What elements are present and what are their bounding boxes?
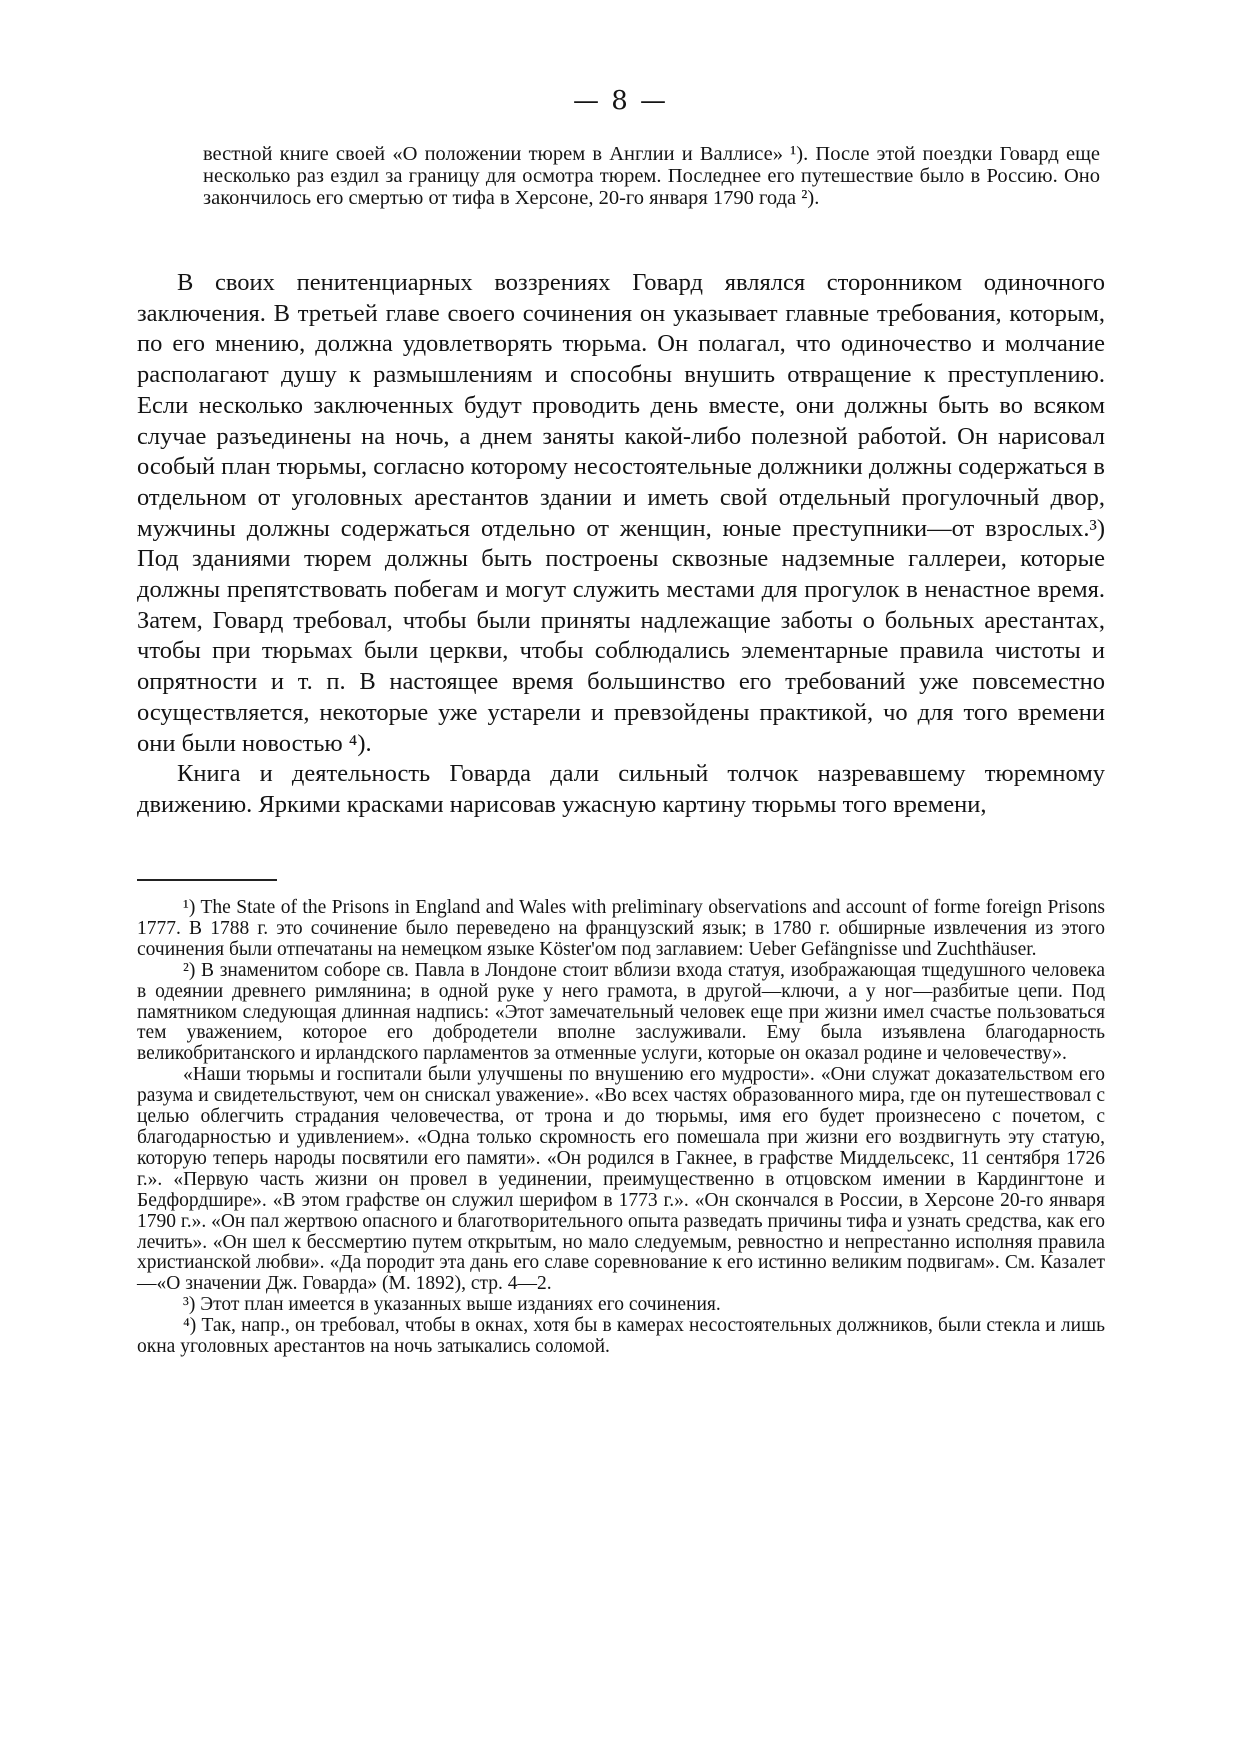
page-number: — 8 —	[572, 86, 669, 116]
footnote-3: ³) Этот план имеется в указанных выше изданиях его сочинения.	[183, 1294, 721, 1316]
footnote-2-continued: «Наши тюрьмы и госпитали были улучшены по внушению его мудрости». «Они служат доказательством его разума и свидетельствуют, чем он снискал уважение». «Во всех частях образованного мира, где он путешествовал с целью облегчить страдания человечества, от трона и до тюрьмы, имя его будет произнесено с почетом, с благодарностью и удивлением». «Одна только скромность его помешала при жизни его воздвигнуть эту статую, которую теперь народы посвятили его памяти». «Он родился в Гакнее, в графстве Миддельсекс, 11 сентября 1726 г.». «Первую часть жизни он провел в уединении, преимущественно в отцовском имении в Кардингтоне и Бедфордшире». «В этом графстве он служил шерифом в 1773 г.». «Он скончался в России, в Херсоне 20-го января 1790 г.». «Он пал жертвою опасного и благотворительного опыта разведать причины тифа и узнать средства, как его лечить». «Он шел к бессмертию путем открытым, но мало следуемым, ревностно и непрестанно исполняя правила христианской любви». «Да породит эта дань его славе соревнование к его истинно великим подвигам». См. Казалет—«О значении Дж. Говарда» (М. 1892), стр. 4—2.	[137, 1064, 1105, 1295]
continuation-paragraph: вестной книге своей «О положении тюрем в Англии и Валлисе» ¹). После этой поездки Говард еще несколько раз ездил за границу для осмотра тюрем. Последнее его путешествие было в Россию. Оно закончилось его смертью от тифа в Херсоне, 20-го января 1790 года ²).	[203, 143, 1100, 209]
footnote-4: ⁴) Так, напр., он требовал, чтобы в окнах, хотя бы в камерах несостоятельных должников, были стекла и лишь окна уголовных арестантов на ночь затыкались соломой.	[137, 1315, 1105, 1358]
footnote-2: ²) В знаменитом соборе св. Павла в Лондоне стоит вблизи входа статуя, изображающая тщедушного человека в одеянии древнего римлянина; в одной руке у него грамота, в другой—ключи, а у ног—разбитые цепи. Под памятником следующая длинная надпись: «Этот замечательный человек еще при жизни имел счастье пользоваться тем уважением, которое его добродетели вполне заслуживали. Ему была изъявлена благодарность великобританского и ирландского парламентов за отменные услуги, которые он оказал родине и человечеству».	[137, 959, 1105, 1065]
paragraph-penitentiary-views: В своих пенитенциарных воззрениях Говард являлся сторонником одиночного заключения. В третьей главе своего сочинения он указывает главные требования, которым, по его мнению, должна удовлетворять тюрьма. Он полагал, что одиночество и молчание располагают душу к размышлениям и способны внушить отвращение к преступлению. Если несколько заключенных будут проводить день вместе, они должны быть во всяком случае разъединены на ночь, а днем заняты какой-либо полезной работой. Он нарисовал особый план тюрьмы, согласно которому несостоятельные должники должны содержаться в отдельном от уголовных арестантов здании и иметь свой отдельный прогулочный двор, мужчины должны содержаться отдельно от женщин, юные преступники—от взрослых.³) Под зданиями тюрем должны быть построены сквозные надземные галлереи, которые должны препятствовать побегам и могут служить местами для прогулок в ненастное время. Затем, Говард требовал, чтобы были приняты надлежащие заботы о больных арестантах, чтобы при тюрьмах были церкви, чтобы соблюдались элементарные правила чистоты и опрятности и т. п. В настоящее время большинство его требований уже повсеместно осуществляется, некоторые уже устарели и превзойдены практикой, чо для того времени они были новостью ⁴).	[137, 269, 1106, 757]
footnote-divider	[137, 879, 277, 881]
footnote-1: ¹) The State of the Prisons in England and Wales with preliminary observations and account of forme foreign Prisons 1777. В 1788 г. это сочинение было переведено на французский язык; в 1780 г. обширные извлечения из этого сочинения были отпечатаны на немецком языке Köster'ом под заглавием: Ueber Gefängnisse und Zuchthäuser.	[137, 897, 1105, 960]
footnotes	[137, 898, 1105, 1358]
main-text	[137, 268, 1105, 821]
paragraph-book-influence: Книга и деятельность Говарда дали сильный толчок назревавшему тюремному движению. Яркими красками нарисовав ужасную картину тюрьмы того времени,	[137, 760, 1105, 818]
